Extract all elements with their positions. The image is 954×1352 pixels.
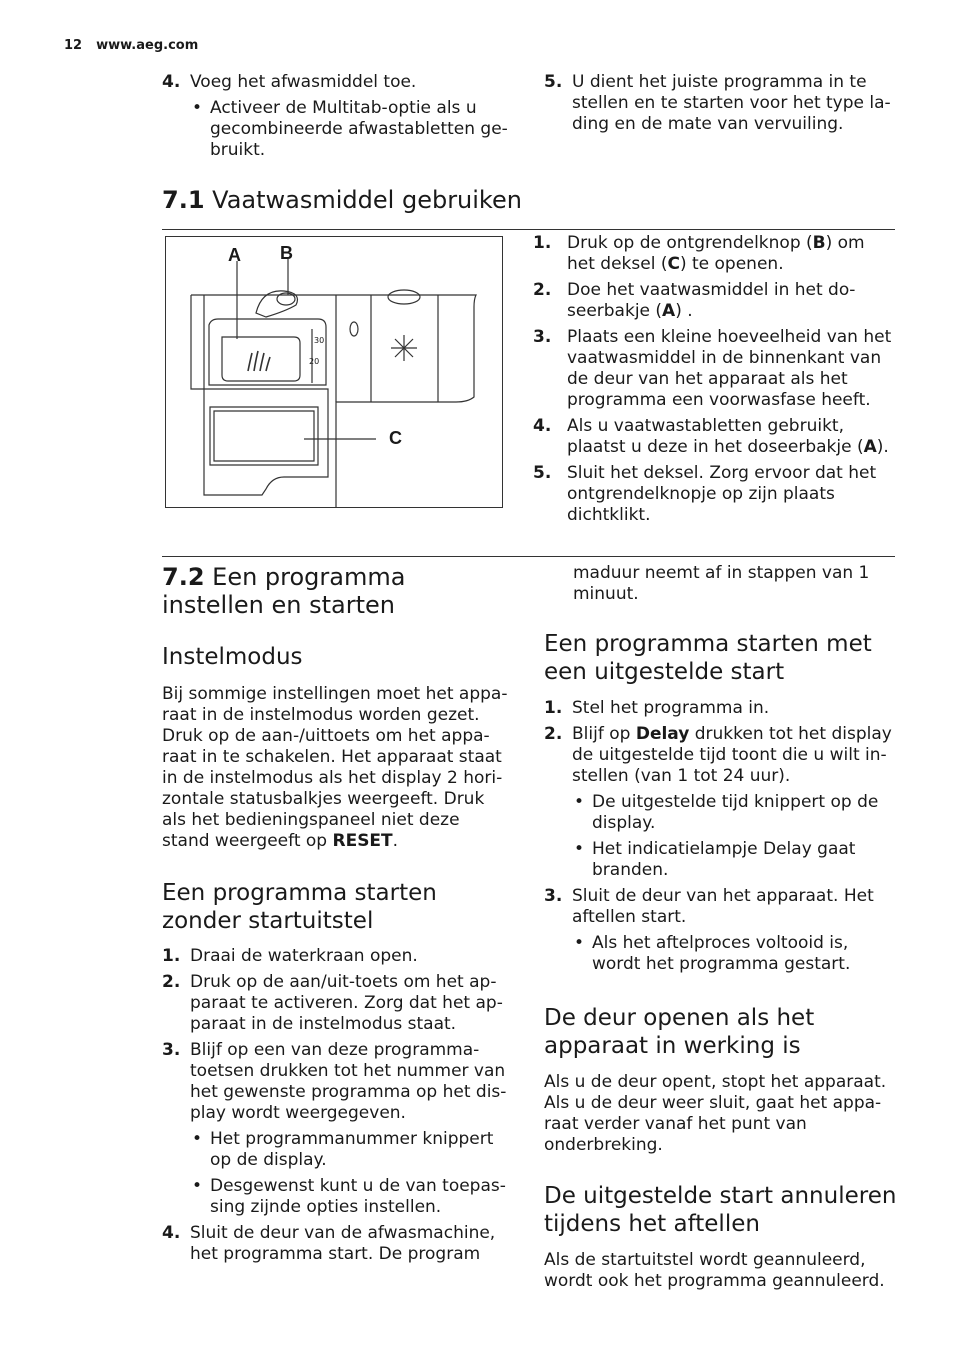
bullet-text: Als het aftelproces voltooid is, wordt het programma gestart. [592,933,851,974]
level-mark-20: 20 [309,357,320,366]
list-item [533,233,895,275]
figure-label-b: B [280,243,293,263]
step-number: 3. [533,327,552,347]
step-text: Blijf op een van deze programmatoetsen drukken tot het nummer van het gewenste programma op het display wordt weergegeven. [190,1040,507,1123]
subheading-annuleren: De uitgestelde start annuleren tijdens het aftellen [544,1183,897,1237]
list-item [533,463,895,526]
divider [162,229,895,230]
divider [162,556,895,557]
bullet-item [544,933,894,975]
annuleren-paragraph: Als de startuitstel wordt geannuleerd, wordt ook het programma geannuleerd. [544,1250,885,1291]
step-number: 2. [544,724,563,744]
section-title: Een programma instellen en starten [162,563,406,619]
bullet-item [162,1129,512,1171]
uitgesteld-steps [544,698,894,980]
page-header [64,38,198,53]
step-number: 5. [544,72,563,92]
list-item [544,886,894,928]
page-number: 12 [64,38,83,53]
deur-paragraph: Als u de deur opent, stopt het apparaat. Als u de deur weer sluit, gaat het apparaat verder vanaf het punt van onderbreking. [544,1072,887,1155]
list-item [162,972,512,1035]
figure-label-a: A [228,245,241,265]
level-mark-30: 30 [314,336,325,345]
section-heading-7-2 [162,563,512,619]
subheading-instelmodus: Instelmodus [162,644,303,670]
subheading-zonder-startuitstel: Een programma starten zonder startuitstel [162,880,437,934]
step-bold: A [863,437,877,457]
step-number: 4. [162,72,181,92]
step-text: Sluit de deur van de afwasmachine, het programma start. De program [190,1223,496,1264]
subheading-deur-openen: De deur openen als het apparaat in werking is [544,1005,815,1059]
step-text: ). [876,437,889,457]
paragraph-text: . [392,831,399,851]
step-text: Plaats een kleine hoeveelheid van het vaatwasmiddel in de binnenkant van de deur van het apparaat als het programma een voorwasfase heeft. [567,327,892,410]
section-title: Vaatwasmiddel gebruiken [212,186,522,214]
list-item [544,72,894,135]
step-number: 1. [533,233,552,253]
step-text: Blijf op [572,724,636,744]
step-number: 4. [162,1223,181,1243]
step-text: Voeg het afwasmiddel toe. [190,72,417,92]
list-item [162,946,512,967]
step-text: ) om het deksel ( [567,233,865,274]
top-right-block [544,72,894,140]
instelmodus-paragraph [162,684,512,852]
step-text: Draai de waterkraan open. [190,946,418,966]
bullet-text: De uitgestelde tijd knippert op de display. [592,792,879,833]
step-text: drukken tot het display de uitgestelde tijd toont die u wilt instellen (van 1 tot 24 uur). [572,724,892,786]
step-number: 3. [162,1040,181,1060]
step-bold: C [667,254,680,274]
list-item [544,698,894,719]
step-number: 5. [533,463,552,483]
step-number: 1. [162,946,181,966]
step-continuation: maduur neemt af in stappen van 1 minuut. [573,563,870,604]
top-left-block [162,72,514,166]
bullet-item [162,98,514,161]
step-number: 2. [162,972,181,992]
step-number: 4. [533,416,552,436]
step-text: U dient het juiste programma in te stellen en te starten voor het type lading en de mate van vervuiling. [572,72,891,134]
bullet-item [544,839,894,881]
step-text: Als u vaatwastabletten gebruikt, plaatst u deze in het doseerbakje ( [567,416,864,457]
step-number: 3. [544,886,563,906]
step-text: ) . [675,301,693,321]
site-url: www.aeg.com [96,38,199,53]
step-text: Sluit het deksel. Zorg ervoor dat het ontgrendelknopje op zijn plaats dichtklikt. [567,463,877,525]
list-item [162,72,514,93]
section-number: 7.2 [162,563,205,591]
bullet-text: Het programmanummer knippert op de display. [210,1129,494,1170]
bullet-text: Desgewenst kunt u de van toepassing zijnde opties instellen. [210,1176,506,1217]
zonder-steps [162,946,512,1270]
section-heading-7-1 [162,186,522,214]
list-item [533,280,895,322]
step-bold: Delay [635,724,690,744]
paragraph-text: Bij sommige instellingen moet het apparaat in de instelmodus worden gezet. Druk op de aan-/uittoets om het apparaat in te schakelen. Het apparaat staat in de instelmodus als het display 2 horizontale statusbalkjes weergeeft. Druk als het bedieningspaneel niet deze stand weergeeft op [162,684,508,851]
step-text: Druk op de aan/uit-toets om het apparaat te activeren. Zorg dat het apparaat in de instelmodus staat. [190,972,503,1034]
step-bold: A [662,301,676,321]
step-text: Druk op de ontgrendelknop ( [567,233,813,253]
bullet-item [544,792,894,834]
bullet-text: Activeer de Multitab-optie als u gecombineerde afwastabletten gebruikt. [210,98,508,160]
section-number: 7.1 [162,186,205,214]
dispenser-figure [165,236,503,508]
list-item [162,1040,512,1124]
step-bold: B [812,233,826,253]
step-text: Stel het programma in. [572,698,770,718]
list-item [533,416,895,458]
subheading-uitgestelde-start: Een programma starten met een uitgestelde start [544,631,872,685]
list-item [544,724,894,787]
step-text: Sluit de deur van het apparaat. Het aftellen start. [572,886,874,927]
step-text: ) te openen. [679,254,784,274]
dispenser-drawing-icon [166,237,502,507]
paragraph-bold: RESET [332,831,393,851]
step-number: 1. [544,698,563,718]
bullet-item [162,1176,512,1218]
figure-label-c: C [389,428,402,448]
list-item [162,1223,512,1265]
step-number: 2. [533,280,552,300]
list-item [533,327,895,411]
step-text: Doe het vaatwasmiddel in het doseerbakje ( [567,280,856,321]
bullet-text: Het indicatielampje Delay gaat branden. [592,839,856,880]
section-7-1-steps [533,233,895,531]
